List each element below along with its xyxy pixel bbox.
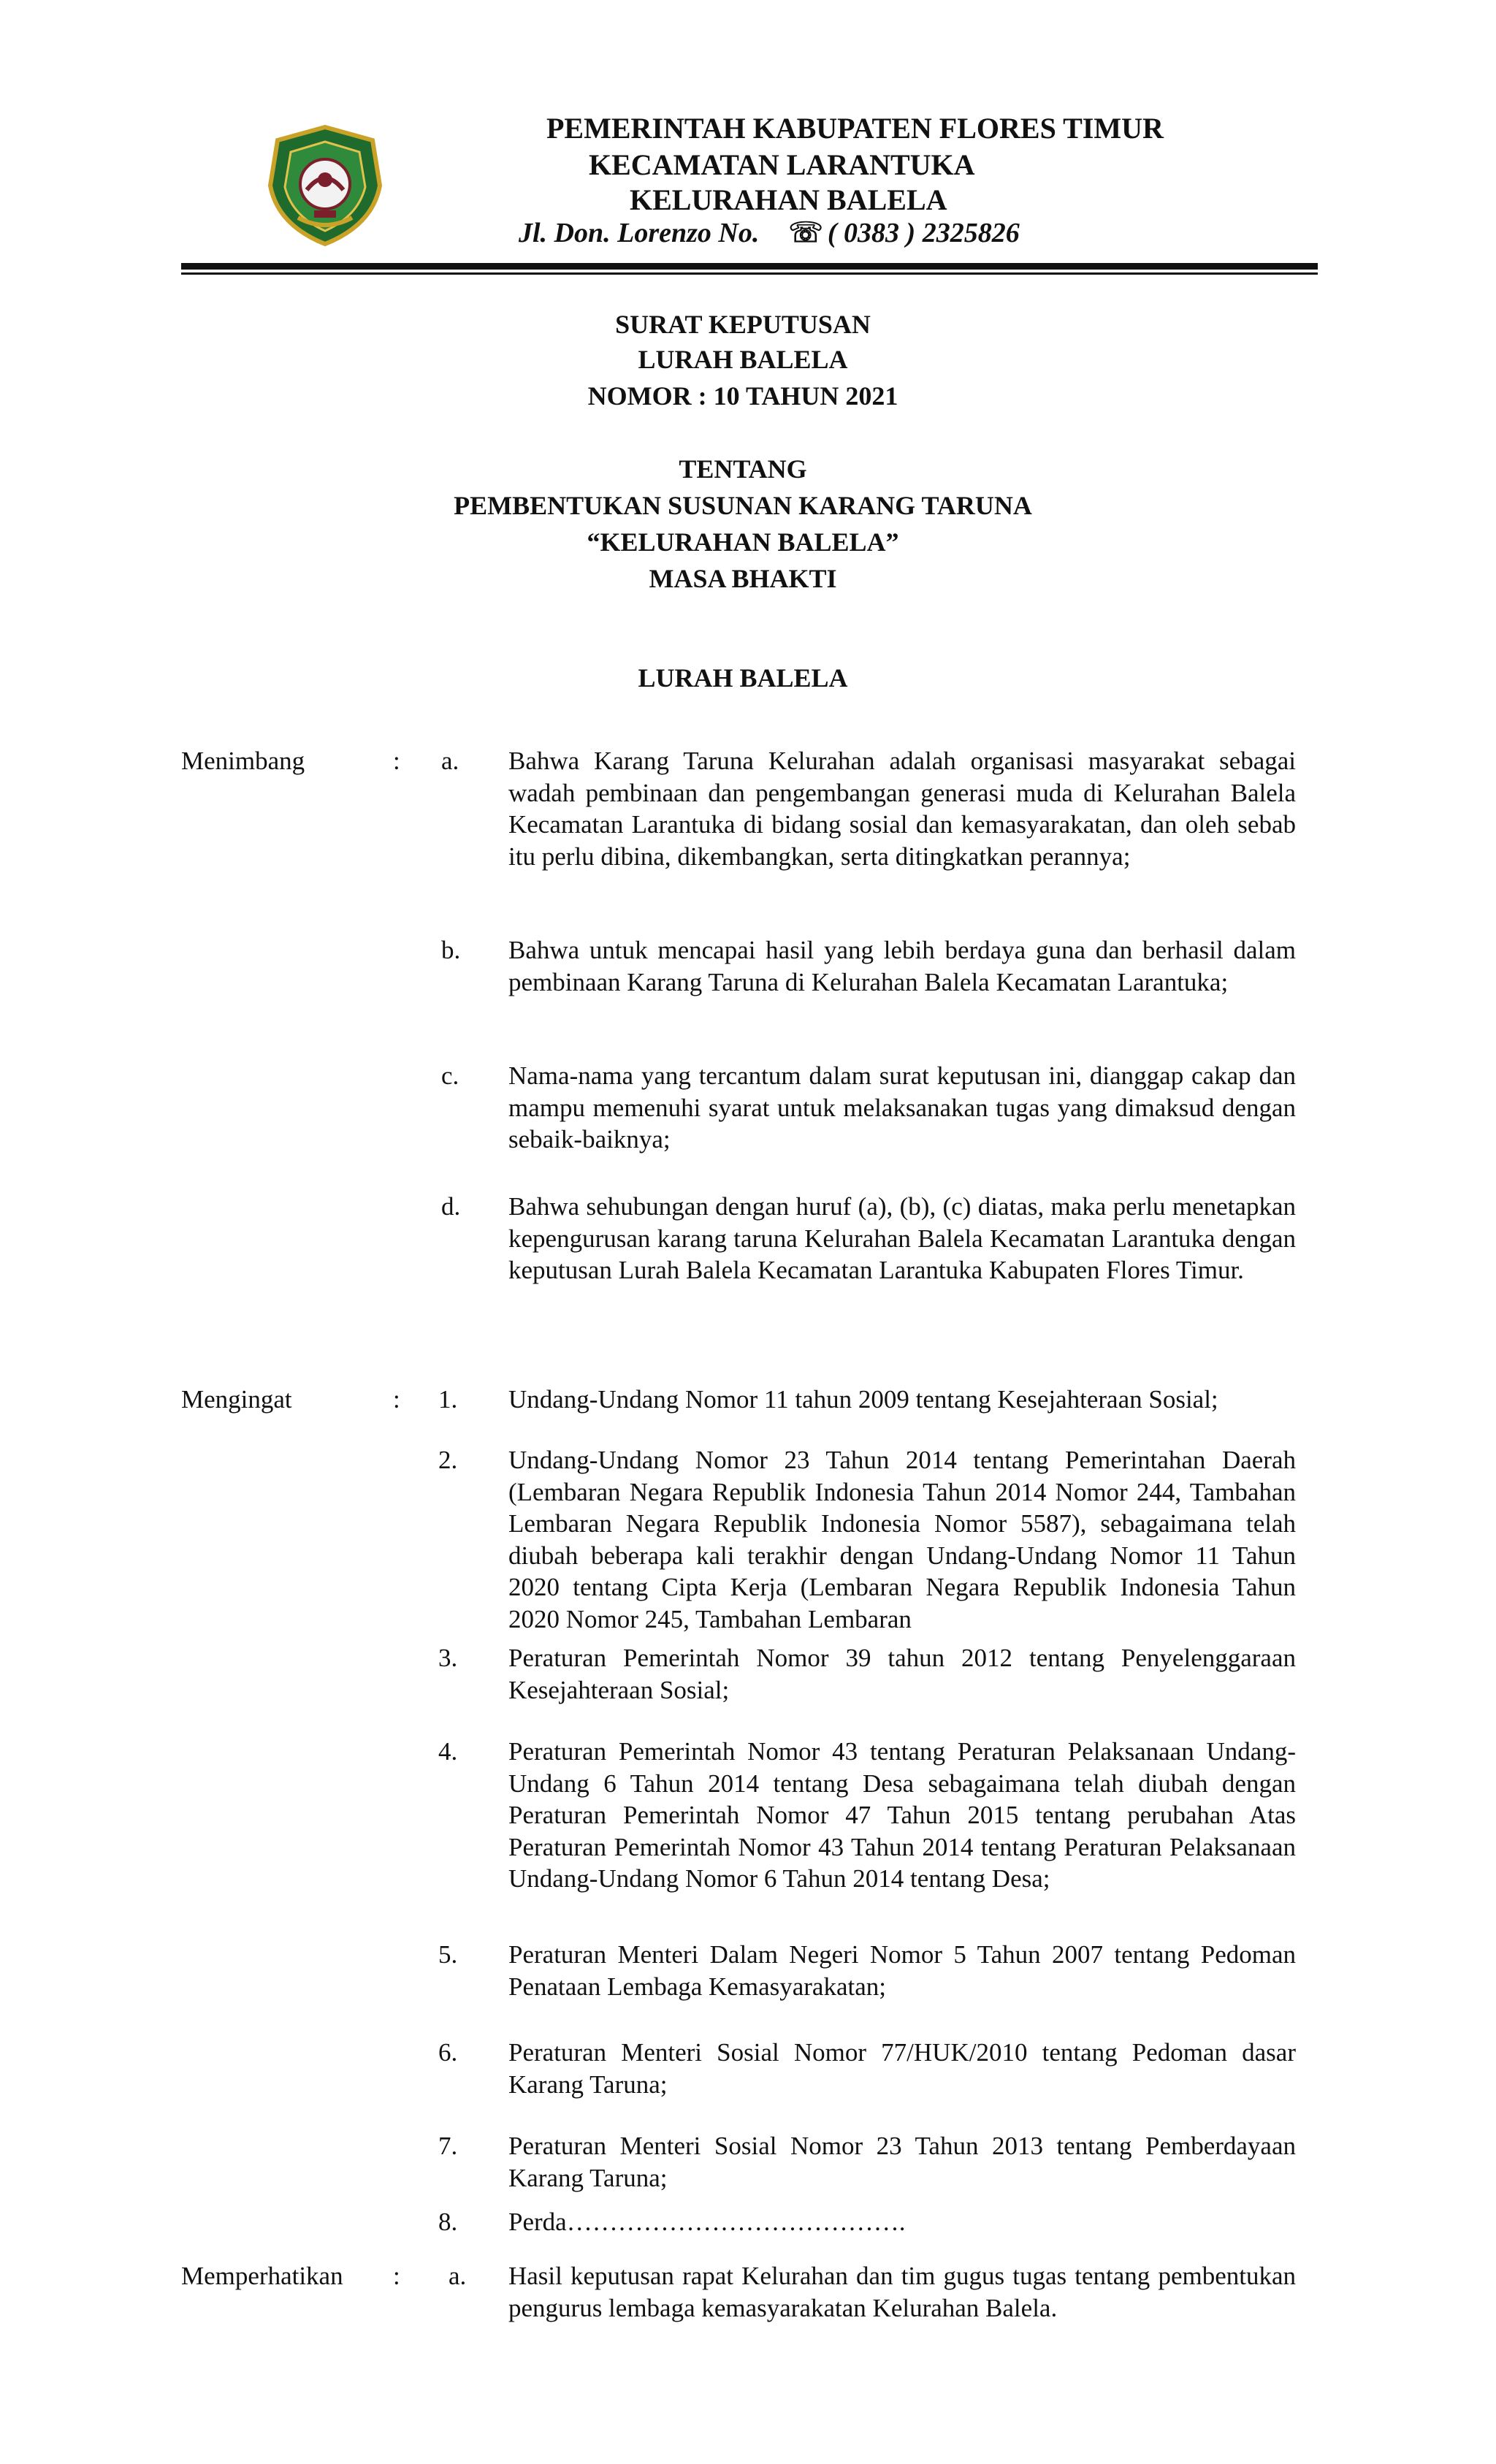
list-item-text: Peraturan Pemerintah Nomor 43 tentang Peraturan Pelaksanaan Undang-Undang 6 Tahun 2014 tentang Desa sebagaimana telah diubah dengan Peraturan Pemerintah Nomor 47 Tahun 2015 tentang perubahan Atas Peraturan Pemerintah Nomor 43 Tahun 2014 tentang Peraturan Pelaksanaan Undang-Undang Nomor 6 Tahun 2014 tentang Desa; — [508, 1737, 1296, 1893]
list-item-text: Undang-Undang Nomor 23 Tahun 2014 tentang Pemerintahan Daerah (Lembaran Negara Republik Indonesia Tahun 2014 Nomor 244, Tambahan Lembaran Negara Republik Indonesia Nomor 5587), sebagaimana telah diubah beberapa kali terakhir dengan Undang-Undang Nomor 11 Tahun 2020 tentang Cipta Kerja (Lembaran Negara Republik Indonesia Tahun 2020 Nomor 245, Tambahan Lembaran — [508, 1446, 1296, 1633]
subject-line: “KELURAHAN BALELA” — [587, 527, 899, 557]
section-colon: : — [393, 747, 400, 775]
list-marker: b. — [441, 936, 461, 964]
header-phone: ( 0383 ) 2325826 — [827, 218, 1020, 248]
list-marker: a. — [441, 747, 459, 775]
list-item-text: Peraturan Pemerintah Nomor 39 tahun 2012 tentang Penyelenggaraan Kesejahteraan Sosial; — [508, 1644, 1296, 1704]
list-marker: 3. — [438, 1644, 458, 1672]
header-address-line — [519, 216, 1020, 249]
header-district-name: KECAMATAN LARANTUKA — [589, 148, 975, 181]
list-marker: 6. — [438, 2038, 458, 2067]
header-divider-thin — [181, 272, 1318, 275]
header-address: Jl. Don. Lorenzo No. — [519, 218, 760, 248]
list-marker: d. — [441, 1192, 461, 1221]
phone-icon: ☏ — [788, 218, 823, 248]
list-marker: 1. — [438, 1385, 458, 1414]
list-item-text: Bahwa untuk mencapai hasil yang lebih berdaya guna dan berhasil dalam pembinaan Karang Taruna di Kelurahan Balela Kecamatan Larantuka; — [508, 936, 1296, 996]
list-marker: c. — [441, 1061, 459, 1090]
regency-emblem-icon — [263, 123, 387, 248]
list-item-text: Perda…………………………………. — [508, 2208, 906, 2236]
subject-heading: TENTANG — [679, 454, 807, 484]
authority-heading: LURAH BALELA — [638, 663, 848, 693]
list-marker: 5. — [438, 1940, 458, 1969]
list-marker: 7. — [438, 2132, 458, 2160]
list-marker: a. — [449, 2262, 467, 2290]
header-government-name: PEMERINTAH KABUPATEN FLORES TIMUR — [546, 112, 1164, 145]
subject-line: MASA BHAKTI — [649, 564, 837, 593]
list-item-text: Hasil keputusan rapat Kelurahan dan tim gugus tugas tentang pembentukan pengurus lembaga kemasyarakatan Kelurahan Balela. — [508, 2262, 1296, 2322]
header-village-name: KELURAHAN BALELA — [630, 183, 947, 216]
list-item-text: Undang-Undang Nomor 11 tahun 2009 tentang Kesejahteraan Sosial; — [508, 1385, 1218, 1414]
section-label-memperhatikan: Memperhatikan — [181, 2262, 343, 2290]
subject-line: PEMBENTUKAN SUSUNAN KARANG TARUNA — [454, 491, 1032, 520]
list-marker: 2. — [438, 1446, 458, 1474]
list-item-text: Peraturan Menteri Sosial Nomor 77/HUK/2010 tentang Pedoman dasar Karang Taruna; — [508, 2038, 1296, 2099]
list-item-text: Bahwa sehubungan dengan huruf (a), (b), (c) diatas, maka perlu menetapkan kepengurusan karang taruna Kelurahan Balela Kecamatan Larantuka dengan keputusan Lurah Balela Kecamatan Larantuka Kabupaten Flores Timur. — [508, 1192, 1296, 1284]
list-marker: 4. — [438, 1737, 458, 1766]
header-divider-thick — [181, 263, 1318, 270]
list-item-text: Peraturan Menteri Dalam Negeri Nomor 5 Tahun 2007 tentang Pedoman Penataan Lembaga Kemasyarakatan; — [508, 1940, 1296, 2001]
decree-title: SURAT KEPUTUSAN — [615, 310, 871, 339]
section-colon: : — [393, 2262, 400, 2290]
section-colon: : — [393, 1385, 400, 1414]
list-item-text: Peraturan Menteri Sosial Nomor 23 Tahun 2013 tentang Pemberdayaan Karang Taruna; — [508, 2132, 1296, 2192]
list-item-text: Bahwa Karang Taruna Kelurahan adalah organisasi masyarakat sebagai wadah pembinaan dan pengembangan generasi muda di Kelurahan Balela Kecamatan Larantuka di bidang sosial dan kemasyarakatan, dan oleh sebab itu perlu dibina, dikembangkan, serta ditingkatkan perannya; — [508, 747, 1296, 871]
decree-issuer: LURAH BALELA — [638, 345, 848, 374]
list-item-text: Nama-nama yang tercantum dalam surat keputusan ini, dianggap cakap dan mampu memenuhi syarat untuk melaksanakan tugas yang dimaksud dengan sebaik-baiknya; — [508, 1061, 1296, 1153]
section-label-menimbang: Menimbang — [181, 747, 305, 775]
list-marker: 8. — [438, 2208, 458, 2236]
section-label-mengingat: Mengingat — [181, 1385, 292, 1414]
decree-number: NOMOR : 10 TAHUN 2021 — [587, 381, 898, 411]
